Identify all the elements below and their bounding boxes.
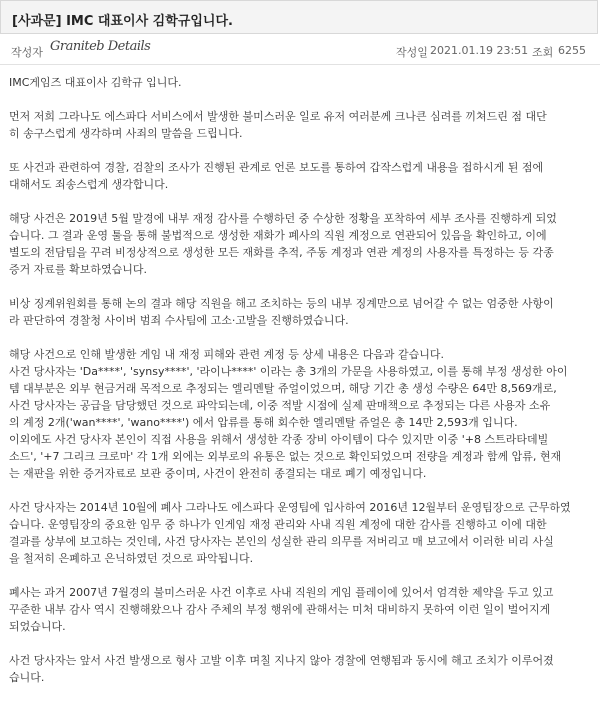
- body-paragraph: 해당 사건으로 인해 발생한 게임 내 재정 피해와 관련 계정 등 상세 내용은 다음과 같습니다. 사건 당사자는 'Da****', 'synsy****', '라이나****' 이라는 총 3개의 가문을 사용하였고, 이를 통해 부정 생성한 아이 템 대부분은 외부 현금거래 목적으로 추정되는 엘리멘탈 쥬얼이었으며, 해당 기간 총 생성 수량은 64만 8,569개로, 사건 당사자는 공급을 담당했던 것으로 파악되는데, 이중 적발 시점에 실제 판매책으로 추정되는 다른 사용자 소유 의 계정 2개('wan****', 'wano****') 에서 압류를 통해 회수한 엘리멘탈 쥬얼은 총 14만 2,593개 입니다. 이외에도 사건 당사자 본인이 직접 사용을 위해서 생성한 각종 장비 아이템이 다수 있지만 이중 '+8 스트라타데빌 소드', '+7 그리크 크로마' 각 1개 외에는 외부로의 유통은 없는 것으로 확인되었으며 전량을 계정과 함께 압류, 현재 는 재판을 위한 증거자료로 보관 중이며, 사건이 완전히 종결되는 대로 폐기 예정입니다.: [9, 348, 568, 480]
- post-body: [9, 74, 595, 703]
- body-paragraph: 해당 사건은 2019년 5월 말경에 내부 재정 감사를 수행하던 중 수상한 정황을 포착하여 세부 조사를 진행하게 되었 습니다. 그 결과 운영 툴을 통해 불법적으로 생성한 재화가 폐사의 직원 계정으로 연관되어 있음을 확인하고, 이에 별도의 전담팀을 꾸려 비정상적으로 생성한 모든 재화를 추적, 주동 계정과 연관 계정의 사용자를 특정하는 등 각종 증거 자료를 확보하였습니다.: [9, 212, 557, 276]
- author-signature[interactable]: Graniteb Details: [50, 39, 151, 54]
- author-label: 작성자: [11, 46, 43, 59]
- views-label: 조회: [532, 46, 554, 59]
- body-paragraph: 먼저 저희 그라나도 에스파다 서비스에서 발생한 불미스러운 일로 유저 여러분께 크나큰 심려를 끼쳐드린 점 대단 히 송구스럽게 생각하며 사죄의 말씀을 드립니다.: [9, 110, 547, 140]
- body-paragraph: 비상 징계위원회를 통해 논의 결과 해당 직원을 해고 조치하는 등의 내부 징계만으로 넘어갈 수 없는 엄중한 사항이 라 판단하여 경찰청 사이버 범죄 수사팀에 고소·고발을 진행하였습니다.: [9, 297, 554, 327]
- post-date: 2021.01.19 23:51: [430, 44, 529, 57]
- body-paragraph: 사건 당사자는 앞서 사건 발생으로 형사 고발 이후 며칠 지나지 않아 경찰에 연행됨과 동시에 해고 조치가 이루어졌 습니다.: [9, 654, 554, 684]
- view-count: 6255: [558, 44, 586, 57]
- body-paragraph: 폐사는 과거 2007년 7월경의 불미스러운 사건 이후로 사내 직원의 게임 플레이에 있어서 엄격한 제약을 두고 있고 꾸준한 내부 감사 역시 진행해왔으나 감사 주체의 부정 행위에 관해서는 미처 대비하지 못하여 이런 일이 벌어지게 되었습니다.: [9, 586, 554, 633]
- body-paragraph: 사건 당사자는 2014년 10월에 폐사 그라나도 에스파다 운영팀에 입사하여 2016년 12월부터 운영팀장으로 근무하였 습니다. 운영팀장의 중요한 임무 중 하나가 인게임 재정 관리와 사내 직원 계정에 대한 감사를 진행하고 이에 대한 결과를 상부에 보고하는 것인데, 사건 당사자는 본인의 성실한 관리 의무를 저버리고 매 보고에서 이러한 비리 사실 을 철저히 은폐하고 은닉하였던 것으로 파악됩니다.: [9, 501, 571, 565]
- body-paragraph: 또 사건과 관련하여 경찰, 검찰의 조사가 진행된 관계로 언론 보도를 통하여 갑작스럽게 내용을 접하시게 된 점에 대해서도 죄송스럽게 생각합니다.: [9, 161, 544, 191]
- body-paragraph: IMC게임즈 대표이사 김학규 입니다.: [9, 76, 182, 89]
- date-label: 작성일: [396, 46, 428, 59]
- post-title-bar: [0, 0, 598, 34]
- post-title: [사과문] IMC 대표이사 김학규입니다.: [12, 14, 233, 29]
- post-meta: [0, 34, 600, 65]
